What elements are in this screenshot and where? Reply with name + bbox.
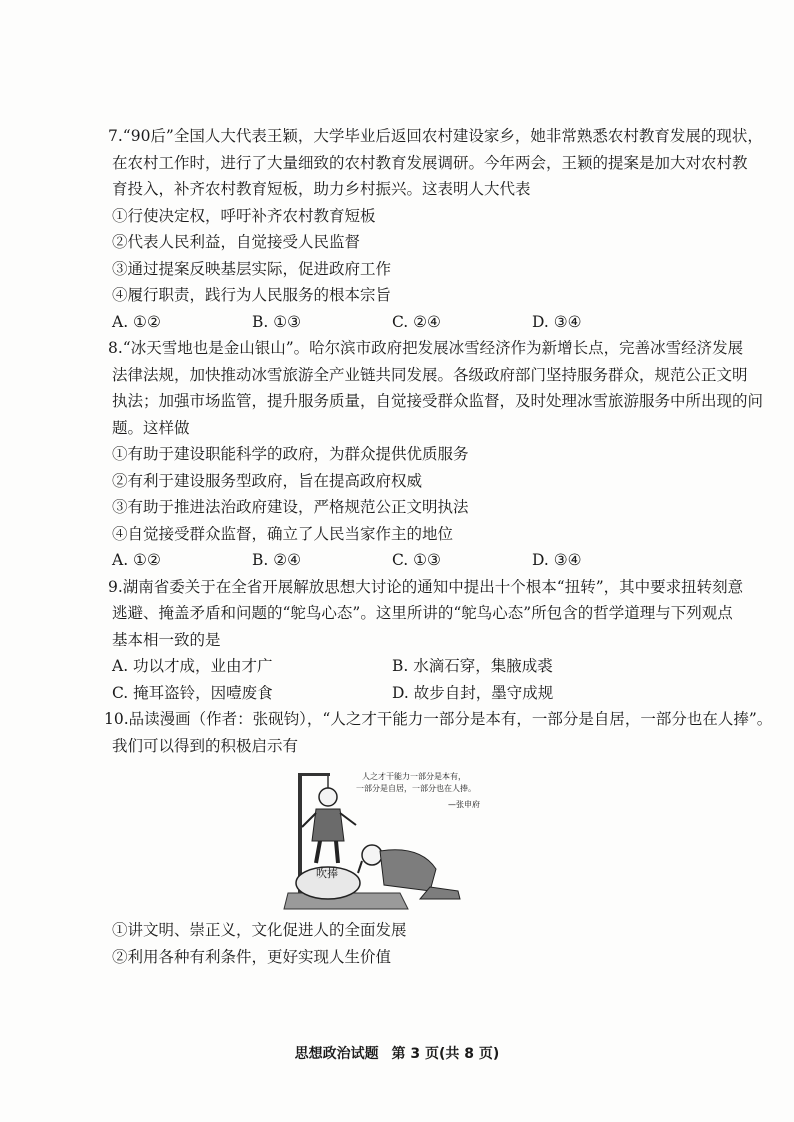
cartoon-attribution: —张申府 — [448, 800, 480, 809]
kneeling-man-body — [380, 850, 436, 891]
standing-man-legs — [316, 841, 338, 863]
footer-page-number: 第 3 页(共 8 页) — [391, 1046, 500, 1062]
cartoon-quote-line: 人之才干能力一部分是本有， — [362, 772, 466, 781]
scale-arm — [298, 773, 330, 776]
question-8 — [108, 335, 764, 574]
question-8-stem-line: 执法；加强市场监管，提升服务质量，自觉接受群众监督，及时处理冰雪旅游服务中所出现的问 — [112, 392, 764, 410]
option-c: C. 掩耳盗铃，因噎废食 — [112, 683, 273, 702]
option-a: A. ①② — [112, 551, 161, 569]
question-10-stem-line: 我们可以得到的积极启示有 — [112, 736, 299, 755]
question-10 — [104, 706, 773, 970]
question-8-stem-line: 8.“冰天雪地也是金山银山”。哈尔滨市政府把发展冰雪经济作为新增长点，完善冰雪经济发展 — [108, 339, 744, 357]
question-10-stem-line: 10.品读漫画（作者：张砚钧），“人之才干能力一部分是本有，一部分是自居，一部分也在人捧”。 — [104, 710, 773, 728]
question-7-options — [112, 309, 672, 336]
page-footer — [0, 1043, 794, 1063]
question-8-item: ④自觉接受群众监督，确立了人民当家作主的地位 — [112, 524, 454, 543]
question-7-stem-line: 7.“90后”全国人大代表王颖，大学毕业后返回农村建设家乡，她非常熟悉农村教育发展的现状， — [108, 127, 763, 145]
option-b: B. ②④ — [252, 551, 302, 569]
question-7-item: ③通过提案反映基层实际，促进政府工作 — [112, 259, 392, 278]
question-9-stem-line: 逃避、掩盖矛盾和问题的“鸵鸟心态”。这里所讲的“鸵鸟心态”所包含的哲学道理与下列观点 — [112, 604, 733, 622]
question-8-item: ②有利于建设服务型政府，旨在提高政府权威 — [112, 471, 423, 490]
question-9-options-row-2 — [112, 680, 672, 707]
question-7-item: ①行使决定权，呼吁补齐农村教育短板 — [112, 206, 376, 225]
option-b: B. ①③ — [252, 312, 302, 331]
question-content — [104, 123, 773, 970]
question-10-item: ②利用各种有利条件，更好实现人生价值 — [112, 947, 392, 966]
option-d: D. 故步自封，墨守成规 — [392, 683, 554, 702]
question-8-stem-line: 法律法规，加快推动冰雪旅游全产业链共同发展。各级政府部门坚持服务群众，规范公正文明 — [112, 365, 748, 384]
question-7-stem-line: 育投入，补齐农村教育短板，助力乡村振兴。这表明人大代表 — [112, 180, 531, 198]
kneeling-man-head — [362, 845, 382, 865]
standing-man-head — [319, 788, 337, 806]
option-c: C. ①③ — [392, 551, 441, 569]
option-a: A. 功以才成，业由才广 — [112, 657, 273, 675]
question-8-item: ③有助于推进法治政府建设，严格规范公正文明执法 — [112, 498, 469, 516]
question-9 — [108, 574, 744, 707]
cartoon-quote-line: 一部分是自居，一部分也在人捧。 — [356, 784, 476, 793]
bag-label: 吹捧 — [316, 867, 338, 880]
question-7-stem-line: 在农村工作时，进行了大量细致的农村教育发展调研。今年两会，王颖的提案是加大对农村教 — [112, 153, 748, 172]
standing-man-body — [312, 809, 344, 841]
question-10-item: ①讲文明、崇正义，文化促进人的全面发展 — [112, 921, 407, 939]
question-9-stem-line: 9.湖南省委关于在全省开展解放思想大讨论的通知中提出十个根本“扭转”，其中要求扭转刻意 — [108, 577, 744, 596]
question-7 — [108, 123, 763, 335]
blow-tube — [358, 861, 362, 873]
cartoon-illustration — [280, 765, 530, 913]
question-7-item: ④履行职责，践行为人民服务的根本宗旨 — [112, 286, 392, 304]
cartoon — [112, 765, 692, 915]
option-d: D. ③④ — [532, 312, 582, 331]
question-8-stem-line: 题。这样做 — [112, 418, 190, 437]
question-8-item: ①有助于建设职能科学的政府，为群众提供优质服务 — [112, 445, 469, 463]
question-9-stem-line: 基本相一致的是 — [112, 630, 221, 649]
question-9-options-row-1 — [112, 653, 672, 680]
option-a: A. ①② — [112, 312, 161, 331]
footer-subject: 思想政治试题 — [294, 1046, 379, 1062]
option-d: D. ③④ — [532, 551, 582, 569]
question-7-item: ②代表人民利益，自觉接受人民监督 — [112, 233, 361, 251]
option-b: B. 水滴石穿，集腋成裘 — [392, 657, 553, 675]
question-8-options — [112, 547, 672, 574]
option-c: C. ②④ — [392, 312, 441, 331]
